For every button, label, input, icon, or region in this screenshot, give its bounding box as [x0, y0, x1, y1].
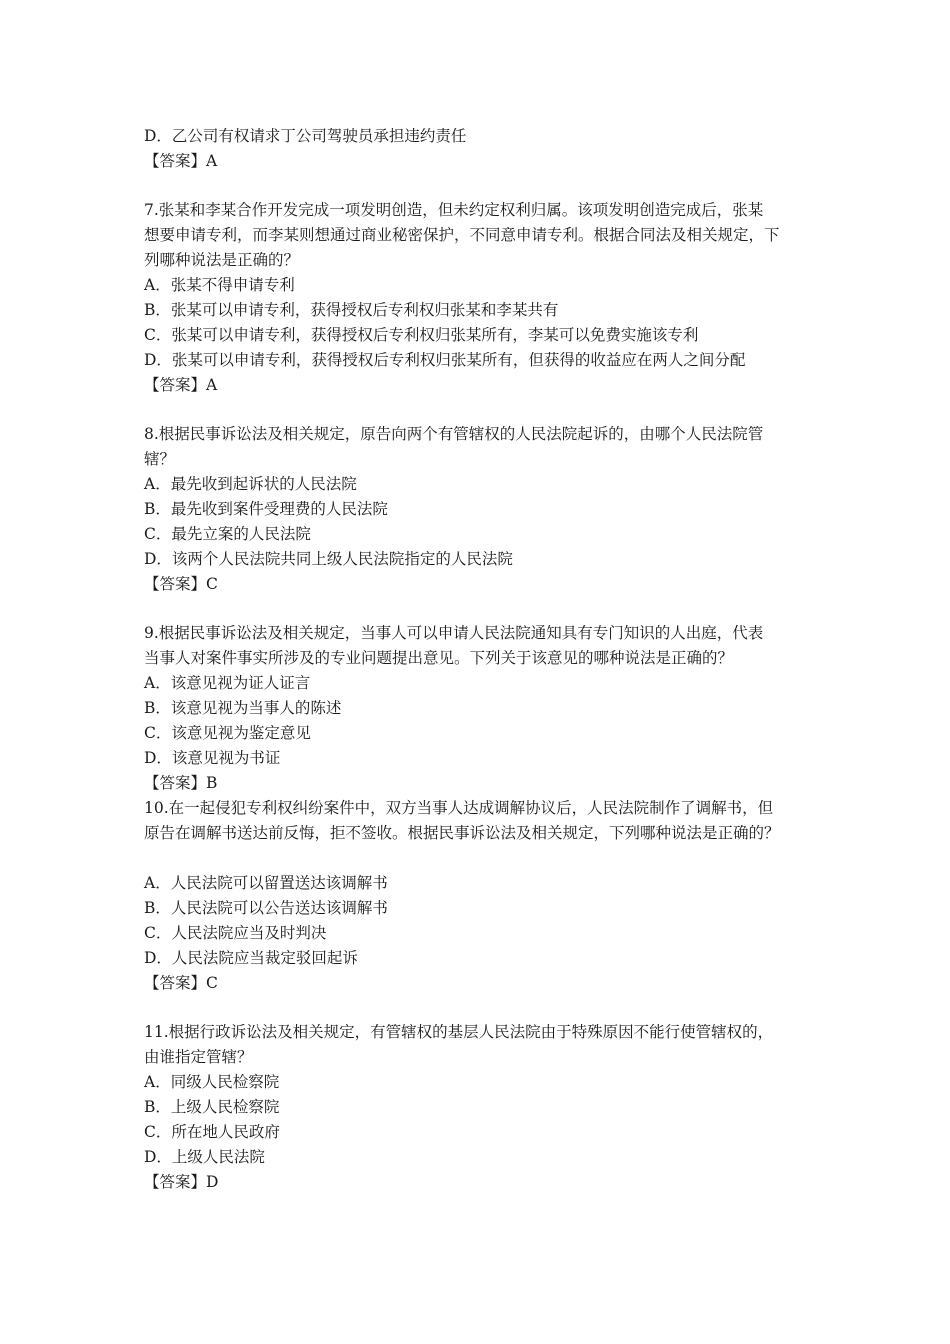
question-stem-line: 9.根据民事诉讼法及相关规定，当事人可以申请人民法院通知具有专门知识的人出庭，代表	[144, 624, 764, 642]
question-stem-line: 想要申请专利，而李某则想通过商业秘密保护，不同意申请专利。根据合同法及相关规定，下	[144, 226, 780, 244]
answer-label: 【答案】C	[144, 575, 218, 593]
option-c: C．所在地人民政府	[144, 1123, 280, 1141]
question-7	[144, 198, 824, 398]
question-stem-line: 原告在调解书送达前反悔，拒不签收。根据民事诉讼法及相关规定，下列哪种说法是正确的？	[144, 824, 780, 842]
option-d: D．该两个人民法院共同上级人民法院指定的人民法院	[144, 550, 513, 568]
answer-label: 【答案】D	[144, 1173, 219, 1191]
option-b: B．人民法院可以公告送达该调解书	[144, 899, 388, 917]
question-stem-line: 8.根据民事诉讼法及相关规定，原告向两个有管辖权的人民法院起诉的，由哪个人民法院管	[144, 425, 764, 443]
question-9	[144, 621, 824, 796]
option-b: B．张某可以申请专利，获得授权后专利权归张某和李某共有	[144, 301, 559, 319]
option-c: C．该意见视为鉴定意见	[144, 724, 311, 742]
question-stem-line: 当事人对案件事实所涉及的专业问题提出意见。下列关于该意见的哪种说法是正确的？	[144, 649, 734, 667]
option-d: D．上级人民法院	[144, 1148, 265, 1166]
answer-label: 【答案】A	[144, 152, 218, 170]
question-stem-line: 辖？	[144, 450, 176, 468]
option-b: B．上级人民检察院	[144, 1098, 280, 1116]
option-a: A．张某不得申请专利	[144, 276, 295, 294]
option-b: B．该意见视为当事人的陈述	[144, 699, 342, 717]
option-a: A．最先收到起诉状的人民法院	[144, 475, 357, 493]
question-6-tail	[144, 124, 824, 174]
option-d: D．乙公司有权请求丁公司驾驶员承担违约责任	[144, 127, 467, 145]
option-d: D．人民法院应当裁定驳回起诉	[144, 949, 358, 967]
option-a: A．该意见视为证人证言	[144, 674, 311, 692]
option-b: B．最先收到案件受理费的人民法院	[144, 500, 388, 518]
answer-label: 【答案】A	[144, 376, 218, 394]
answer-label: 【答案】C	[144, 974, 218, 992]
question-stem-line: 11.根据行政诉讼法及相关规定，有管辖权的基层人民法院由于特殊原因不能行使管辖权的，	[144, 1023, 774, 1041]
question-stem-line: 列哪种说法是正确的？	[144, 251, 300, 269]
question-11	[144, 1020, 824, 1195]
document-body	[144, 124, 824, 1195]
option-a: A．人民法院可以留置送达该调解书	[144, 874, 388, 892]
option-d: D．该意见视为书证	[144, 749, 281, 767]
option-c: C．张某可以申请专利，获得授权后专利权归张某所有，李某可以免费实施该专利	[144, 326, 699, 344]
question-8	[144, 422, 824, 597]
option-d: D．张某可以申请专利，获得授权后专利权归张某所有，但获得的收益应在两人之间分配	[144, 351, 746, 369]
question-10	[144, 796, 824, 996]
option-c: C．最先立案的人民法院	[144, 525, 311, 543]
question-stem-line: 7.张某和李某合作开发完成一项发明创造，但未约定权利归属。该项发明创造完成后，张某	[144, 201, 764, 219]
question-stem-line: 由谁指定管辖？	[144, 1048, 253, 1066]
question-stem-line: 10.在一起侵犯专利权纠纷案件中，双方当事人达成调解协议后，人民法院制作了调解书，但	[144, 799, 774, 817]
answer-label: 【答案】B	[144, 774, 218, 792]
option-c: C．人民法院应当及时判决	[144, 924, 327, 942]
option-a: A．同级人民检察院	[144, 1073, 280, 1091]
